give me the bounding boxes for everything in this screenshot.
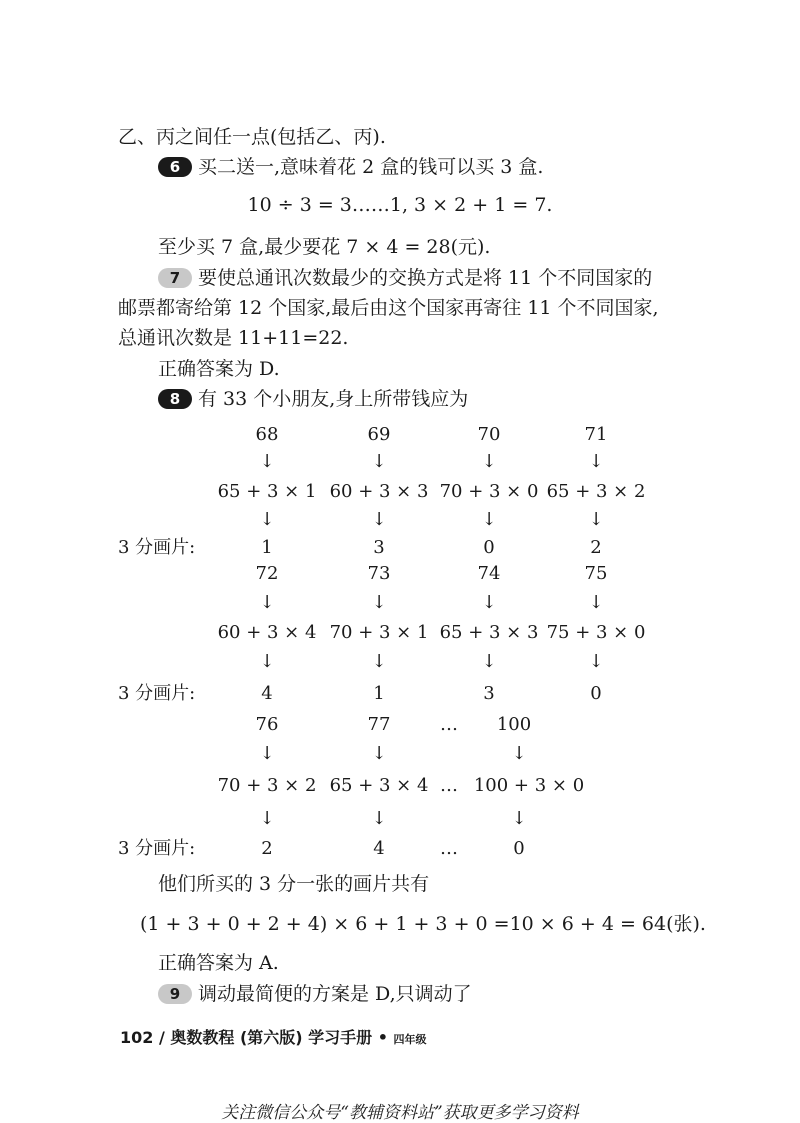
down-arrow-icon: ↓ (588, 509, 604, 530)
question-number-badge: 9 (158, 984, 192, 1004)
table-cell: 65 + 3 × 1 (217, 481, 317, 502)
down-arrow-icon: ↓ (371, 592, 387, 613)
down-arrow-icon: ↓ (481, 451, 497, 472)
table-cell: 0 (483, 537, 495, 558)
table-cell: 65 + 3 × 4 (329, 775, 429, 796)
table-cell: 76 (255, 714, 279, 735)
down-arrow-icon: ↓ (588, 451, 604, 472)
table-cell: 2 (261, 838, 273, 859)
down-arrow-icon: ↓ (371, 743, 387, 764)
table-cell: 1 (373, 683, 385, 704)
table-cell: 100 + 3 × 0 (473, 775, 585, 796)
table-cell: 60 + 3 × 4 (217, 622, 317, 643)
table-cell: 100 (496, 714, 532, 735)
text-line: 至少买 7 盒,最少要花 7 × 4 = 28(元). (158, 236, 491, 258)
page-footer (120, 1025, 427, 1048)
down-arrow-icon: ↓ (371, 451, 387, 472)
question-number-badge: 6 (158, 157, 192, 177)
row-label: 3 分画片: (118, 838, 196, 859)
table-cell: 75 (584, 563, 608, 584)
table-cell: 65 + 3 × 2 (546, 481, 646, 502)
row-label: 3 分画片: (118, 537, 196, 558)
equation: 10 ÷ 3 = 3……1, 3 × 2 + 1 = 7. (247, 194, 553, 216)
table-cell: 1 (261, 537, 273, 558)
table-cell: 60 + 3 × 3 (329, 481, 429, 502)
down-arrow-icon: ↓ (259, 592, 275, 613)
table-cell: 77 (367, 714, 391, 735)
down-arrow-icon: ↓ (481, 509, 497, 530)
equation: (1 + 3 + 0 + 2 + 4) × 6 + 1 + 3 + 0 =10 × 6 + 4 = 64(张). (140, 913, 706, 935)
down-arrow-icon: ↓ (259, 808, 275, 829)
answer-line: 正确答案为 A. (158, 952, 279, 974)
text-line: 他们所买的 3 分一张的画片共有 (158, 873, 430, 895)
question-number-badge: 7 (158, 268, 192, 288)
down-arrow-icon: ↓ (481, 651, 497, 672)
table-cell: 70 (477, 424, 501, 445)
text-line: 邮票都寄给第 12 个国家,最后由这个国家再寄往 11 个不同国家, (118, 297, 659, 319)
table-cell: 69 (367, 424, 391, 445)
table-cell: 0 (590, 683, 602, 704)
answer-line: 正确答案为 D. (158, 358, 280, 380)
question-text: 有 33 个小朋友,身上所带钱应为 (198, 388, 469, 410)
text-line: 总通讯次数是 11+11=22. (118, 327, 349, 349)
table-cell: 70 + 3 × 1 (329, 622, 429, 643)
table-cell: 3 (483, 683, 495, 704)
down-arrow-icon: ↓ (481, 592, 497, 613)
table-cell: 70 + 3 × 0 (439, 481, 539, 502)
down-arrow-icon: ↓ (259, 743, 275, 764)
ellipsis: … (440, 714, 458, 735)
row-label: 3 分画片: (118, 683, 196, 704)
question-7 (158, 266, 652, 290)
down-arrow-icon: ↓ (511, 743, 527, 764)
down-arrow-icon: ↓ (259, 451, 275, 472)
ellipsis: … (440, 775, 458, 796)
table-cell: 68 (255, 424, 279, 445)
down-arrow-icon: ↓ (259, 509, 275, 530)
table-cell: 72 (255, 563, 279, 584)
down-arrow-icon: ↓ (371, 509, 387, 530)
table-cell: 4 (373, 838, 385, 859)
table-cell: 74 (477, 563, 501, 584)
down-arrow-icon: ↓ (588, 651, 604, 672)
footer-grade: 四年级 (393, 1033, 427, 1046)
down-arrow-icon: ↓ (588, 592, 604, 613)
table-cell: 75 + 3 × 0 (546, 622, 646, 643)
question-8 (158, 387, 468, 411)
table-cell: 2 (590, 537, 602, 558)
table-cell: 3 (373, 537, 385, 558)
table-cell: 73 (367, 563, 391, 584)
question-text: 要使总通讯次数最少的交换方式是将 11 个不同国家的 (198, 267, 653, 289)
question-number-badge: 8 (158, 389, 192, 409)
table-cell: 70 + 3 × 2 (217, 775, 317, 796)
question-6 (158, 155, 543, 179)
ellipsis: … (440, 838, 458, 859)
down-arrow-icon: ↓ (371, 808, 387, 829)
table-cell: 71 (584, 424, 608, 445)
question-text: 买二送一,意味着花 2 盒的钱可以买 3 盒. (198, 156, 544, 178)
table-cell: 65 + 3 × 3 (439, 622, 539, 643)
down-arrow-icon: ↓ (511, 808, 527, 829)
text-line: 乙、丙之间任一点(包括乙、丙). (118, 126, 386, 148)
down-arrow-icon: ↓ (259, 651, 275, 672)
watermark-text: 关注微信公众号“教辅资料站”获取更多学习资料 (221, 1103, 579, 1123)
table-cell: 4 (261, 683, 273, 704)
question-9 (158, 982, 472, 1006)
footer-title: 102 / 奥数教程 (第六版) 学习手册 • (120, 1028, 388, 1047)
question-text: 调动最简便的方案是 D,只调动了 (198, 983, 472, 1005)
table-cell: 0 (513, 838, 525, 859)
down-arrow-icon: ↓ (371, 651, 387, 672)
